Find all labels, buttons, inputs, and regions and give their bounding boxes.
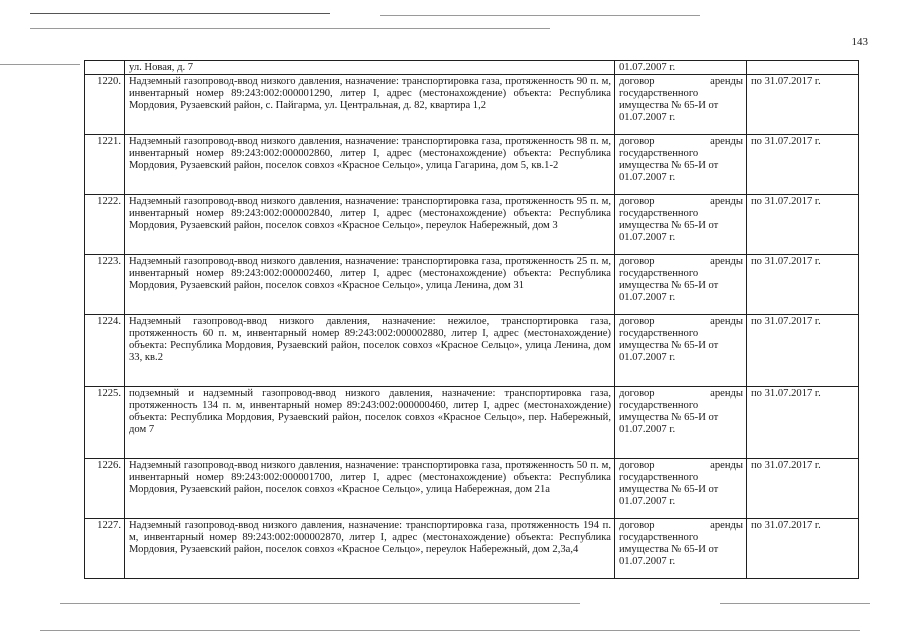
row-number: 1221.	[85, 134, 125, 194]
lease-basis-line: государственного	[619, 327, 699, 339]
lease-basis-line: имущества № 65-И от	[619, 159, 719, 171]
object-description: Надземный газопровод-ввод низкого давления, назначение: транспортировка газа, протяженность 50 п. м, инвентарный номер 89:243:002:000001700, литер I, адрес (местонахождение) объекта: Республика Мордовия, Рузаевский район, поселок совхоз «Красное Сельцо», улица Набережная, дом 21а	[125, 458, 615, 518]
lease-basis-line: 01.07.2007 г.	[619, 171, 676, 183]
table-row	[85, 518, 859, 578]
lease-term	[747, 61, 859, 75]
lease-basis-line: государственного	[619, 147, 699, 159]
property-table	[84, 60, 859, 579]
row-number: 1220.	[85, 74, 125, 134]
lease-basis-line: имущества № 65-И от	[619, 483, 719, 495]
table-row	[85, 74, 859, 134]
scan-artifact-line	[0, 64, 80, 65]
lease-term: по 31.07.2017 г.	[747, 518, 859, 578]
lease-basis	[615, 314, 747, 386]
lease-basis-line: 01.07.2007 г.	[619, 62, 676, 73]
lease-term: по 31.07.2017 г.	[747, 254, 859, 314]
object-description: Надземный газопровод-ввод низкого давления, назначение: транспортировка газа, протяженность 25 п. м, инвентарный номер 89:243:002:000002460, литер I, адрес (местонахождение) объекта: Республика Мордовия, Рузаевский район, поселок совхоз «Красное Сельцо», улица Ленина, дом 31	[125, 254, 615, 314]
lease-basis-line: государственного	[619, 87, 699, 99]
lease-basis	[615, 254, 747, 314]
lease-basis	[615, 194, 747, 254]
table-row	[85, 194, 859, 254]
row-number: 1223.	[85, 254, 125, 314]
object-description: Надземный газопровод-ввод низкого давления, назначение: транспортировка газа, протяженность 90 п. м, инвентарный номер 89:243:002:000001290, литер I, адрес (местонахождение) объекта: Республика Мордовия, Рузаевский район, с. Пайгарма, ул. Центральная, д. 82, квартира 1,2	[125, 74, 615, 134]
row-number: 1226.	[85, 458, 125, 518]
lease-basis	[615, 458, 747, 518]
lease-basis-line: договор аренды	[619, 255, 743, 267]
lease-basis-line: договор аренды	[619, 315, 743, 327]
scan-artifact-line	[30, 28, 550, 29]
lease-basis-line: имущества № 65-И от	[619, 339, 719, 351]
row-number	[85, 61, 125, 75]
lease-basis-line: 01.07.2007 г.	[619, 495, 676, 507]
lease-basis-line: договор аренды	[619, 195, 743, 207]
scan-artifact-line	[40, 630, 860, 631]
scan-artifact-line	[60, 603, 580, 604]
lease-basis-line: 01.07.2007 г.	[619, 231, 676, 243]
object-description: Надземный газопровод-ввод низкого давления, назначение: транспортировка газа, протяженность 98 п. м, инвентарный номер 89:243:002:000002860, литер I, адрес (местонахождение) объекта: Республика Мордовия, Рузаевский район, поселок совхоз «Красное Сельцо», улица Гагарина, дом 5, кв.1-2	[125, 134, 615, 194]
lease-basis-line: 01.07.2007 г.	[619, 351, 676, 363]
table-row	[85, 254, 859, 314]
lease-basis-line: государственного	[619, 531, 699, 543]
scan-artifact-line	[380, 15, 700, 16]
row-number: 1222.	[85, 194, 125, 254]
lease-term: по 31.07.2017 г.	[747, 74, 859, 134]
object-description: ул. Новая, д. 7	[125, 61, 615, 75]
lease-basis	[615, 134, 747, 194]
object-description: подземный и надземный газопровод-ввод низкого давления, назначение: транспортировка газа, протяженность 134 п. м, инвентарный номер 89:243:002:000000460, литер I, адрес (местонахождение) объекта: Республика Мордовия, Рузаевский район, поселок совхоз «Красное Сельцо», пер. Набережный, дом 7	[125, 386, 615, 458]
table-row	[85, 458, 859, 518]
lease-basis-line: имущества № 65-И от	[619, 411, 719, 423]
lease-basis-line: договор аренды	[619, 387, 743, 399]
object-description: Надземный газопровод-ввод низкого давления, назначение: нежилое, транспортировка газа, протяженность 60 п. м, инвентарный номер 89:243:002:000002880, литер I, адрес (местонахождение) объекта: Республика Мордовия, Рузаевский район, поселок совхоз «Красное Сельцо», улица Ленина, дом 33, кв.2	[125, 314, 615, 386]
lease-term: по 31.07.2017 г.	[747, 386, 859, 458]
table-row	[85, 134, 859, 194]
lease-basis	[615, 518, 747, 578]
lease-basis-line: имущества № 65-И от	[619, 279, 719, 291]
lease-basis-line: 01.07.2007 г.	[619, 291, 676, 303]
lease-basis-line: договор аренды	[619, 75, 743, 87]
table-row	[85, 314, 859, 386]
object-description: Надземный газопровод-ввод низкого давления, назначение: транспортировка газа, протяженность 194 п. м, инвентарный номер 89:243:002:000002870, литер I, адрес (местонахождение) объекта: Республика Мордовия, Рузаевский район, поселок совхоз «Красное Сельцо», переулок Набережный, дом 2,3а,4	[125, 518, 615, 578]
object-description: Надземный газопровод-ввод низкого давления, назначение: транспортировка газа, протяженность 95 п. м, инвентарный номер 89:243:002:000002840, литер I, адрес (местонахождение) объекта: Республика Мордовия, Рузаевский район, поселок совхоз «Красное Сельцо», переулок Набережный, дом 3	[125, 194, 615, 254]
lease-basis-line: государственного	[619, 399, 699, 411]
lease-basis	[615, 74, 747, 134]
lease-basis	[615, 61, 747, 75]
lease-basis-line: договор аренды	[619, 135, 743, 147]
row-number: 1225.	[85, 386, 125, 458]
lease-basis-line: государственного	[619, 471, 699, 483]
lease-basis-line: имущества № 65-И от	[619, 543, 719, 555]
row-number: 1224.	[85, 314, 125, 386]
row-number: 1227.	[85, 518, 125, 578]
page-number: 143	[851, 36, 868, 48]
lease-basis-line: имущества № 65-И от	[619, 219, 719, 231]
lease-term: по 31.07.2017 г.	[747, 458, 859, 518]
table-row	[85, 61, 859, 75]
lease-basis-line: договор аренды	[619, 519, 743, 531]
lease-term: по 31.07.2017 г.	[747, 194, 859, 254]
table-row	[85, 386, 859, 458]
lease-basis-line: государственного	[619, 267, 699, 279]
lease-basis-line: 01.07.2007 г.	[619, 555, 676, 567]
lease-term: по 31.07.2017 г.	[747, 134, 859, 194]
scan-artifact-line	[30, 13, 330, 14]
lease-basis-line: 01.07.2007 г.	[619, 111, 676, 123]
lease-basis	[615, 386, 747, 458]
lease-basis-line: 01.07.2007 г.	[619, 423, 676, 435]
lease-term: по 31.07.2017 г.	[747, 314, 859, 386]
scan-artifact-line	[720, 603, 870, 604]
lease-basis-line: имущества № 65-И от	[619, 99, 719, 111]
lease-basis-line: договор аренды	[619, 459, 743, 471]
lease-basis-line: государственного	[619, 207, 699, 219]
